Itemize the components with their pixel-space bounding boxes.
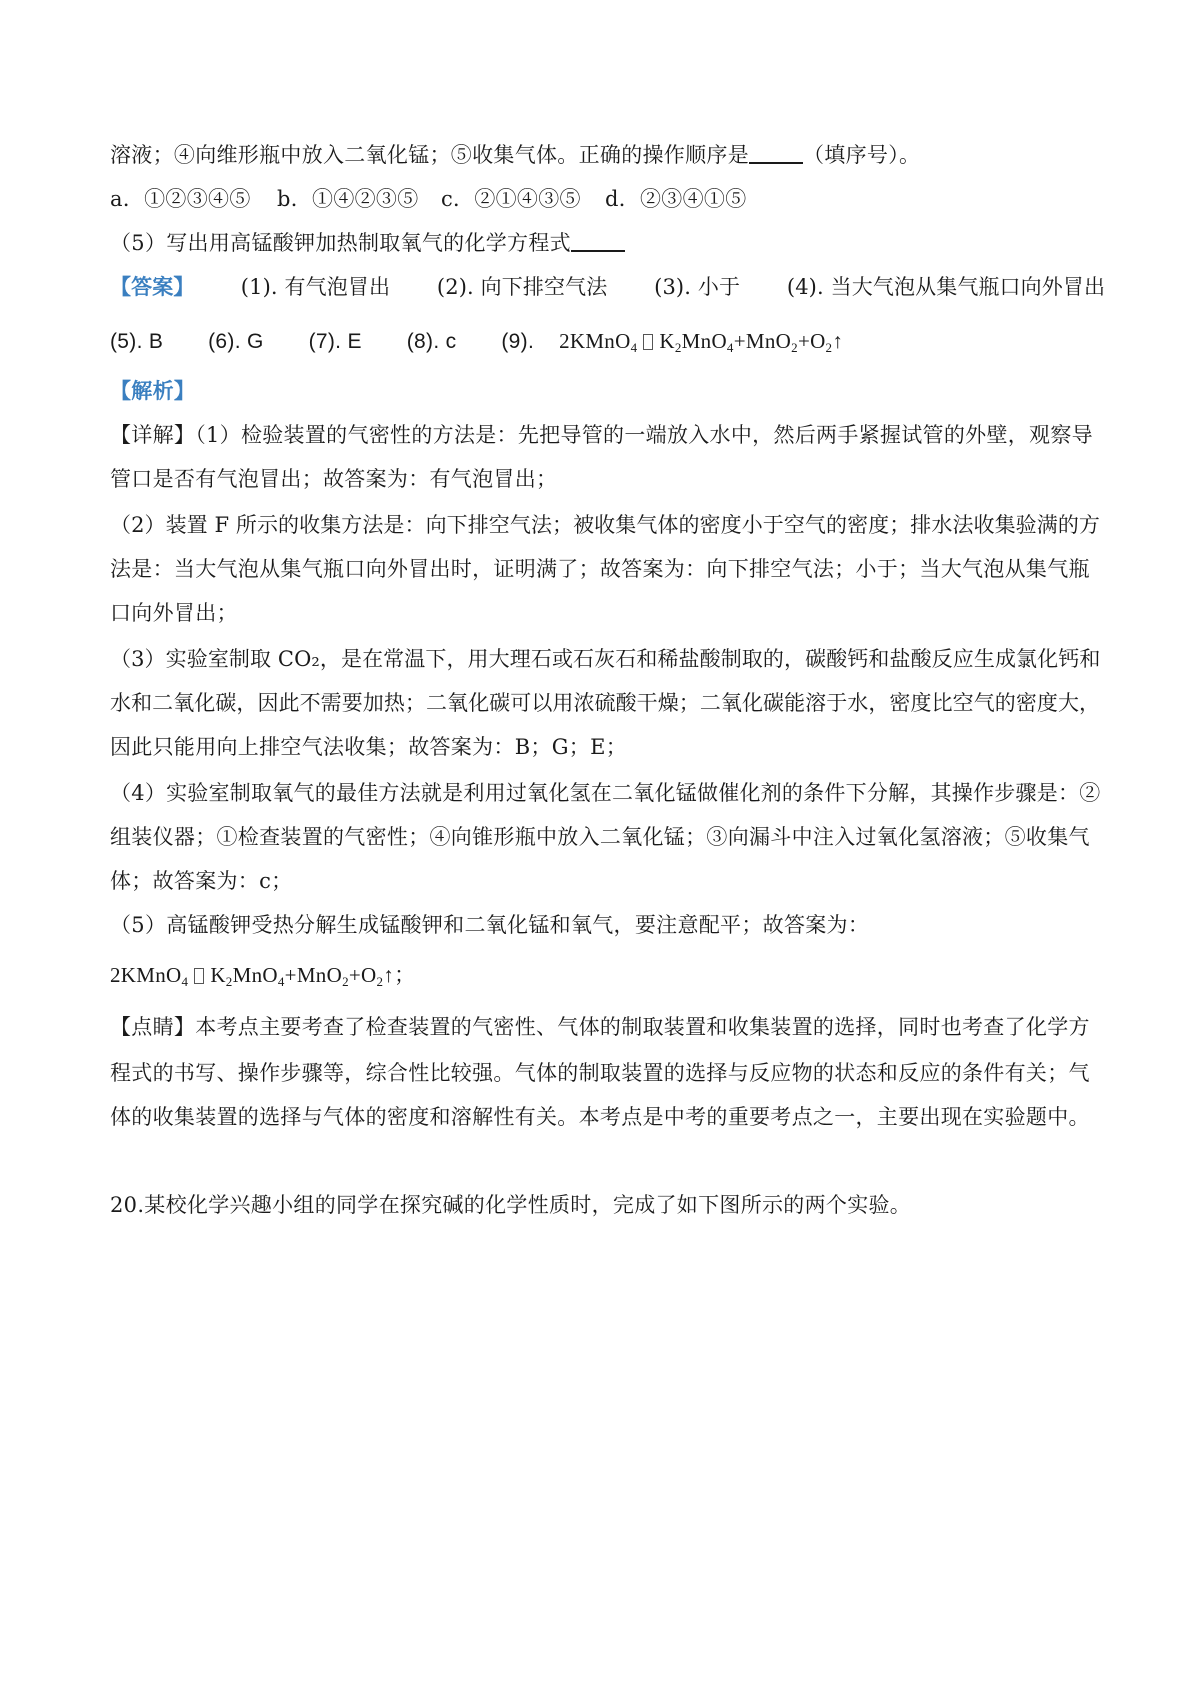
answer-item: (4). 当大气泡从集气瓶口向外冒出: [786, 275, 1106, 299]
detail-line: （3）实验室制取 CO₂，是在常温下，用大理石或石灰石和稀盐酸制取的，碳酸钙和盐酸反应生成氯化钙和: [110, 647, 1101, 671]
question-5-line: [110, 228, 1100, 258]
answer-item: (8). c: [406, 330, 457, 353]
question-line-1: [110, 140, 1100, 170]
detail-line: 体；故答案为：c；: [110, 869, 293, 893]
missing-glyph-icon: [643, 334, 653, 350]
analysis-label: 【解析】: [110, 378, 196, 403]
detail-line: 管口是否有气泡冒出；故答案为：有气泡冒出；: [110, 467, 558, 491]
detail-line: 【详解】（1）检验装置的气密性的方法是：先把导管的一端放入水中，然后两手紧握试管的外壁，观察导: [110, 423, 1093, 447]
option-a: a．①②③④⑤: [110, 187, 251, 211]
answer-item: (3). 小于: [654, 275, 741, 299]
answer-line-1: [110, 272, 1106, 302]
answer-item: (2). 向下排空气法: [436, 275, 608, 299]
comment-line: 程式的书写、操作步骤等，综合性比较强。气体的制取装置的选择与反应物的状态和反应的条件有关；气: [110, 1061, 1090, 1085]
comment-line: 【点睛】本考点主要考查了检查装置的气密性、气体的制取装置和收集装置的选择，同时也考查了化学方: [110, 1015, 1090, 1039]
option-d: d．②③④①⑤: [604, 187, 747, 211]
answer-blank: [571, 230, 625, 252]
missing-glyph-icon: [194, 968, 204, 984]
detail-line: 因此只能用向上排空气法收集；故答案为：B；G；E；: [110, 735, 628, 759]
option-c: c．②①④③⑤: [440, 187, 581, 211]
answer-line-2: [110, 326, 1100, 357]
detail-line: 口向外冒出；: [110, 601, 238, 625]
answer-item: (6). G: [208, 330, 264, 353]
answer-item: (1). 有气泡冒出: [240, 275, 391, 299]
equation-line: 2KMnO$_4$ $K_2MnO_4+MnO_2+O_2↑$；: [110, 963, 416, 989]
comment-line: 体的收集装置的选择与气体的密度和溶解性有关。本考点是中考的重要考点之一，主要出现在实验题中。: [110, 1105, 1090, 1129]
answer-blank: [749, 142, 803, 164]
question-5-text: （5）写出用高锰酸钾加热制取氧气的化学方程式: [110, 231, 571, 255]
detail-line: （4）实验室制取氧气的最佳方法就是利用过氧化氢在二氧化锰做催化剂的条件下分解，其操作步骤是：②: [110, 781, 1101, 805]
detail-line: （2）装置 F 所示的收集方法是：向下排空气法；被收集气体的密度小于空气的密度；排水法收集验满的方: [110, 513, 1100, 537]
question-text: 溶液；④向维形瓶中放入二氧化锰；⑤收集气体。正确的操作顺序是: [110, 143, 749, 167]
question-20: 20.某校化学兴趣小组的同学在探究碱的化学性质时，完成了如下图所示的两个实验。: [110, 1193, 912, 1217]
answer-label: 【答案】: [110, 274, 195, 299]
answer-item: (5). B: [110, 330, 164, 353]
detail-line: 组装仪器；①检查装置的气密性；④向锥形瓶中放入二氧化锰；③向漏斗中注入过氧化氢溶液；⑤收集气: [110, 825, 1090, 849]
answer-item: (9).: [501, 330, 535, 353]
detail-line: 水和二氧化碳，因此不需要加热；二氧化碳可以用浓硫酸干燥；二氧化碳能溶于水，密度比空气的密度大，: [110, 691, 1101, 715]
detail-line: （5）高锰酸钾受热分解生成锰酸钾和二氧化锰和氧气，要注意配平；故答案为：: [110, 913, 870, 937]
option-b: b．①④②③⑤: [276, 187, 419, 211]
equation: 2KMnO$_4$ $K_2MnO_4+MnO_2+O_2↑$: [559, 329, 844, 355]
options-line: [110, 184, 1100, 214]
detail-line: 法是：当大气泡从集气瓶口向外冒出时，证明满了；故答案为：向下排空气法；小于；当大气泡从集气瓶: [110, 557, 1090, 581]
answer-item: (7). E: [308, 330, 362, 353]
question-text-tail: （填序号）。: [803, 143, 921, 167]
